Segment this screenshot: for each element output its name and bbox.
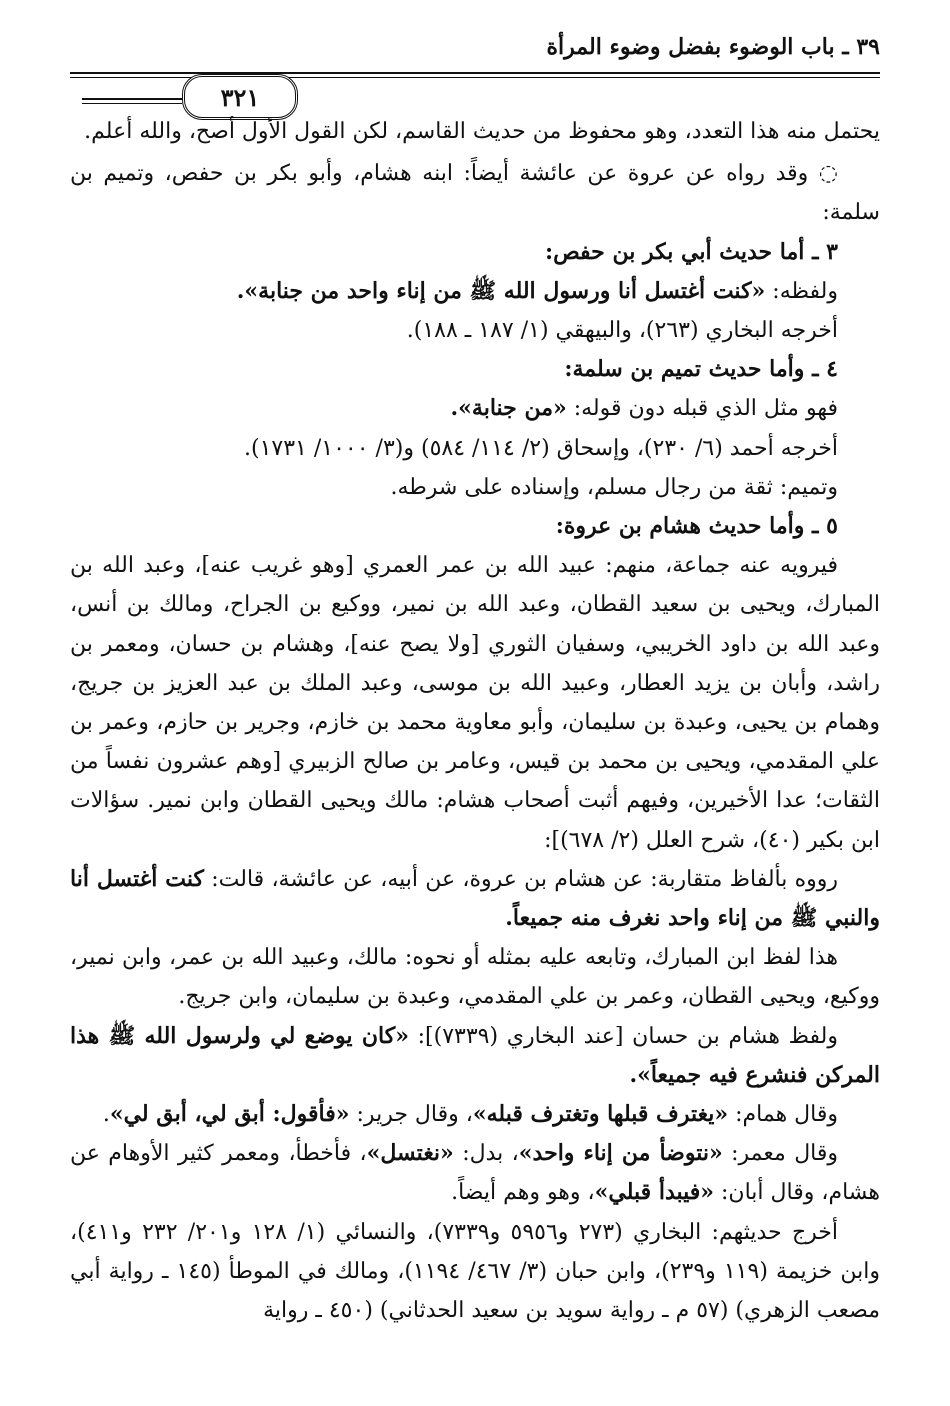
hadith-quote: «فيبدأ قبلي» (594, 1179, 715, 1206)
text: ولفظه: (765, 278, 838, 304)
text: وقال معمر: (722, 1141, 839, 1167)
paragraph (70, 389, 880, 428)
hadith-quote: «نتوضأ من إناء واحد» (518, 1140, 723, 1167)
text: وقال همام: (728, 1102, 838, 1128)
hadith-quote: «يغترف قبلها وتغترف قبله» (472, 1101, 729, 1128)
section-heading: ٤ ـ وأما حديث تميم بن سلمة: (564, 356, 838, 383)
paragraph (70, 272, 880, 311)
paragraph (70, 1134, 880, 1212)
section-heading: ٥ ـ وأما حديث هشام بن عروة: (555, 513, 838, 540)
text: ، بدل: (453, 1141, 519, 1167)
text: . (102, 1102, 110, 1128)
page-number: ٣٢١ (220, 82, 260, 112)
paragraph: وتميم: ثقة من رجال مسلم، وإسناده على شرطه. (390, 474, 838, 500)
paragraph: يحتمل منه هذا التعدد، وهو محفوظ من حديث القاسم، لكن القول الأول أصح، والله أعلم. (84, 119, 880, 144)
paragraph (70, 1095, 880, 1134)
citation: أخرجه أحمد (٦/ ٢٣٠)، وإسحاق (٢/ ١١٤/ ٥٨٤) و(٣/ ١٠٠٠/ ١٧٣١). (244, 435, 838, 461)
hadith-quote: «من جنابة». (450, 395, 567, 422)
text: ، فأخطأ، ومعمر كثير الأوهام عن هشام، وقال أبان: (70, 1141, 880, 1206)
text: ، وقال جرير: (349, 1102, 473, 1128)
paragraph: فيرويه عنه جماعة، منهم: عبيد الله بن عمر العمري [وهو غريب عنه]، وعبد الله بن المبارك، ويحيى بن سعيد القطان، وعبد الله بن نمير، ووكيع بن الجراح، ومالك بن أنس، وعبد الله بن داود الخريبي، وسفيان الثوري [ولا يصح عنه]، وهشام بن حسان، ومعمر بن راشد، وأبان بن يزيد العطار، وعبيد الله بن موسى، وعبد الملك بن عبد العزيز بن جريج، وهمام بن يحيى، وعبدة بن سليمان، وأبو معاوية محمد بن خازم، وجرير بن حازم، وعمر بن علي المقدمي، ويحيى بن محمد بن قيس، وعامر بن صالح الزبيري [وهم عشرون نفساً من الثقات؛ عدا الأخيرين، وفيهم أثبت أصحاب هشام: مالك ويحيى القطان وابن نمير. سؤالات ابن بكير (٤٠)، شرح العلل (٢/ ٦٧٨)]: (70, 553, 880, 853)
text: ولفظ هشام بن حسان [عند البخاري (٧٣٣٩)]: (408, 1023, 838, 1049)
hadith-quote: «نغتسل» (366, 1140, 454, 1167)
text: رووه بألفاظ متقاربة: عن هشام بن عروة، عن أبيه، عن عائشة، قالت: (204, 866, 838, 892)
paragraph (70, 1017, 880, 1095)
paragraph: ◌ وقد رواه عن عروة عن عائشة أيضاً: ابنه هشام، وأبو بكر بن حفص، وتميم بن سلمة: (70, 161, 880, 226)
hadith-quote: «كنت أغتسل أنا ورسول الله ﷺ من إناء واحد من جنابة». (236, 277, 766, 304)
section-heading: ٣ ـ أما حديث أبي بكر بن حفص: (544, 238, 838, 265)
text: فهو مثل الذي قبله دون قوله: (566, 396, 838, 422)
citation: أخرج حديثهم: البخاري (٢٧٣ و٥٩٥٦ و٧٣٣٩)، والنسائي (١/ ١٢٨ و٢٠١/ ٢٣٢ و٤١١)، وابن خزيمة (١١٩ و٢٣٩)، وابن حبان (٣/ ٤٦٧/ ١١٩٤)، ومالك في الموطأ (١٤٥ ـ رواية أبي مصعب الزهري) (٥٧ م ـ رواية سويد بن سعيد الحدثاني) (٤٥٠ ـ رواية (70, 1219, 881, 1324)
citation: أخرجه البخاري (٢٦٣)، والبيهقي (١/ ١٨٧ ـ ١٨٨). (406, 318, 838, 344)
chapter-title: ٣٩ ـ باب الوضوء بفضل وضوء المرأة (546, 34, 880, 60)
paragraph (70, 860, 880, 938)
hadith-quote: كنت أغتسل أنا والنبي ﷺ من إناء واحد نغرف منه جميعاً. (70, 865, 880, 932)
paragraph: هذا لفظ ابن المبارك، وتابعه عليه بمثله أو نحوه: مالك، وعبيد الله بن عمر، وابن نمير، ووكيع، ويحيى القطان، وعمر بن علي المقدمي، وعبدة بن سليمان، وابن جريج. (70, 945, 880, 1010)
text: ، وهو وهم أيضاً. (451, 1180, 595, 1206)
header-rule-left (82, 98, 182, 104)
hadith-quote: «فأقول: أبق لي، أبق لي» (109, 1101, 350, 1128)
hadith-quote: «كان يوضع لي ولرسول الله ﷺ هذا المركن فنشرع فيه جميعاً». (70, 1022, 880, 1088)
page-header (70, 32, 880, 112)
page-body (70, 112, 880, 1330)
